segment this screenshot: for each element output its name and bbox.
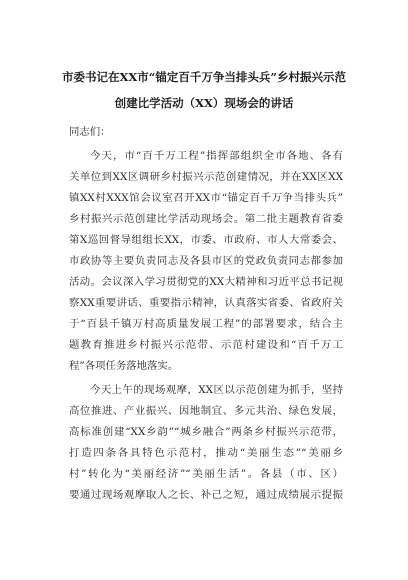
paragraph-1-line-6: 市政协等主要负责同志及各县市区的党政负责同志都参加 [69,255,343,267]
paragraph-1-line-9: 于“百县千镇万村高质量发展工程”的部署要求，结合主 [69,318,343,330]
paragraph-2-line-1: 今天上午的现场观摩，XX区以示范创建为抓手，坚持 [90,384,343,396]
salutation: 同志们： [69,126,111,138]
paragraph-2-line-2: 高位推进、产业振兴、因地制宜、多元共治、绿色发展， [69,405,343,417]
paragraph-2-line-5: 村”转化为“美丽经济”“美丽生活”。各县（市、区） [69,468,343,480]
document-title-line-2: 创建比学活动（XX）现场会的讲话 [114,96,294,110]
paragraph-1-line-8: 察XX重要讲话、重要指示精神，认真落实省委、省政府关 [69,297,343,309]
paragraph-1-line-10: 题教育推进乡村振兴示范带、示范村建设和“百千万工 [69,339,343,351]
paragraph-2-line-4: 打造四条各具特色示范村，推动“美丽生态”“美丽乡 [69,447,343,459]
paragraph-1-line-2: 关单位到XX区调研乡村振兴示范创建情况，并在XX区XX [69,171,343,183]
paragraph-2-line-3: 高标准创建“XX乡韵”“城乡融合”两条乡村振兴示范带， [69,426,343,438]
paragraph-1-line-7: 活动。会议深入学习贯彻党的XX大精神和习近平总书记视 [69,276,343,288]
paragraph-1-line-5: 第X巡回督导组组长XX，市委、市政府、市人大常委会、 [69,234,343,246]
paragraph-2-line-6: 要通过现场观摩取人之长、补己之短，通过成绩展示提振 [69,489,343,501]
paragraph-1-line-3: 镇XX村XXX馆会议室召开XX市“锚定百千万争当排头兵” [69,192,343,204]
paragraph-1-line-11: 程”各项任务落地落实。 [69,360,179,372]
paragraph-1-line-4: 乡村振兴示范创建比学活动现场会。第二批主题教育省委 [69,213,343,225]
document-title-line-1: 市委书记在XX市“锚定百千万争当排头兵”乡村振兴示范 [61,70,347,84]
paragraph-1-line-1: 今天，市“百千万工程”指挥部组织全市各地、各有 [90,150,343,162]
